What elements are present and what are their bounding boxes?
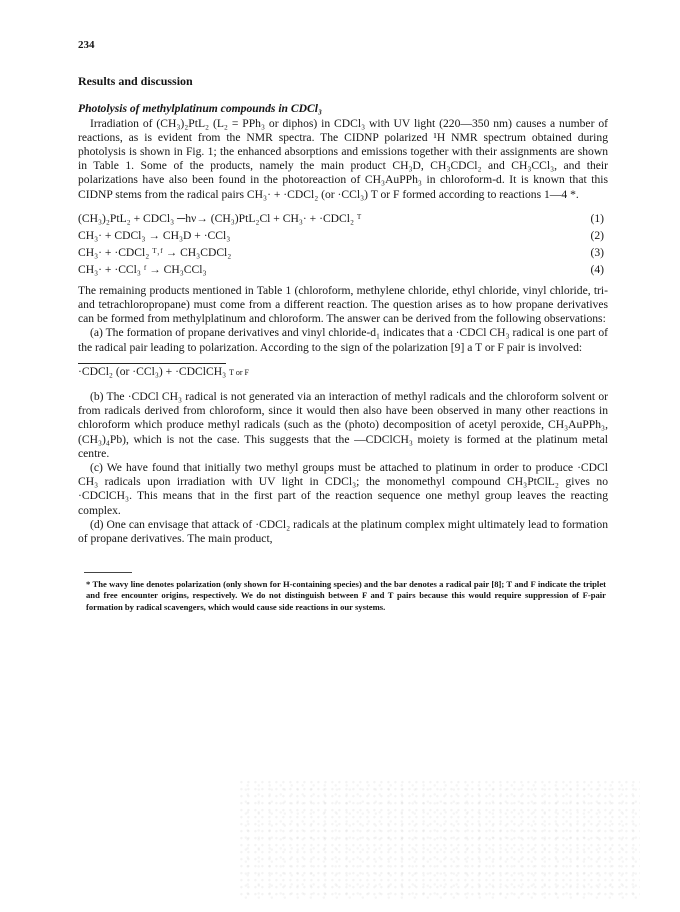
equation-text: CH₃· + ·CCl₃ ᶠ → CH₃CCl₃: [78, 262, 207, 276]
equation-number: (3): [590, 245, 604, 259]
radical-pair-expression: [78, 363, 608, 380]
equation-2: [78, 229, 608, 246]
equation-number: (2): [590, 228, 604, 242]
paragraph-1: Irradiation of (CH₃)₂PtL₂ (L₂ = PPh₃ or diphos) in CDCl₃ with UV light (220—350 nm) causes a number of reactions, as is evident from the NMR spectra. The CIDNP polarized ¹H NMR spectrum obtained during photolysis is shown in Fig. 1; the enhanced absorptions and emissions together with their assignments are shown in Table 1. Some of the products, namely the main product CH₃D, CH₃CDCl₂ and CH₃CCl₃, and their polarizations have also been found in the photoreaction of CH₃AuPPh₃ in chloroform-d. It is known that this CIDNP stems from the radical pairs CH₃· + ·CDCl₂ (or ·CCl₃) T or F formed according to reactions 1—4 *.: [78, 116, 608, 201]
equation-3: [78, 246, 608, 263]
paragraph-c: (c) We have found that initially two methyl groups must be attached to platinum in order to produce ·CDCl CH₃ radicals upon irradiation with UV light in CDCl₃; the monomethyl compound CH₃PtClL₂ gives no ·CDClCH₃. This means that in the first part of the reaction sequence one methyl group leaves the reacting complex.: [78, 461, 608, 517]
footnote-divider: [84, 572, 132, 573]
footnote: * The wavy line denotes polarization (only shown for H-containing species) and the bar denotes a radical pair [8]; T and F indicate the triplet and free encounter origins, respectively. We do not distinguish between F and T pairs because this would require suppression of F-pair formation by radical scavengers, which would cause side reactions in our systems.: [86, 579, 606, 612]
page-content: [78, 38, 608, 613]
equation-number: (1): [590, 211, 604, 225]
paragraph-d: (d) One can envisage that attack of ·CDCl₂ radicals at the platinum complex might ultimately lead to formation of propane derivatives. The main product,: [78, 517, 608, 546]
equation-block: [78, 212, 608, 280]
paragraph-a: (a) The formation of propane derivatives and vinyl chloride-d₁ indicates that a ·CDCl CH₃ radical is one part of the radical pair leading to polarization. According to the sign of the polarization [9] a T or F pair is involved:: [78, 326, 608, 354]
equation-number: (4): [590, 262, 604, 276]
radical-pair-superscript: T or F: [229, 367, 249, 377]
subheading: Photolysis of methylplatinum compounds in CDCl₃: [78, 102, 323, 116]
equation-text: (CH₃)₂PtL₂ + CDCl₃ ─hν→ (CH₃)PtL₂Cl + CH₃· + ·CDCl₂ ᵀ: [78, 211, 362, 225]
radical-pair-text: ·CDCl₂ (or ·CCl₃) + ·CDClCH₃: [78, 364, 227, 378]
section-heading: Results and discussion: [78, 74, 193, 89]
page-number: 234: [78, 39, 95, 51]
paragraph-b: (b) The ·CDCl CH₃ radical is not generated via an interaction of methyl radicals and the chloroform solvent or from radicals derived from chloroform, since it would then also have been observed in many other reactions in chloroform which produce methyl radicals (such as the (photo) decomposition of acetyl peroxide, CH₃AuPPh₃, (CH₃)₄Pb), which is not the case. This suggests that the —CDClCH₃ moiety is formed at the platinum metal centre.: [78, 390, 608, 460]
equation-4: [78, 263, 608, 280]
equation-text: CH₃· + CDCl₃ → CH₃D + ·CCl₃: [78, 228, 231, 242]
scan-noise-texture: [240, 780, 640, 900]
equation-text: CH₃· + ·CDCl₂ ᵀ˒ᶠ → CH₃CDCl₂: [78, 245, 232, 259]
equation-1: [78, 212, 608, 229]
paragraph-2: The remaining products mentioned in Table 1 (chloroform, methylene chloride, ethyl chloride, vinyl chloride, tri- and tetrachloropropane) must come from a different reaction. The question arises as to how propane derivatives can be formed from methylplatinum and chloroform. The answer can be derived from the following observations:: [78, 283, 608, 326]
